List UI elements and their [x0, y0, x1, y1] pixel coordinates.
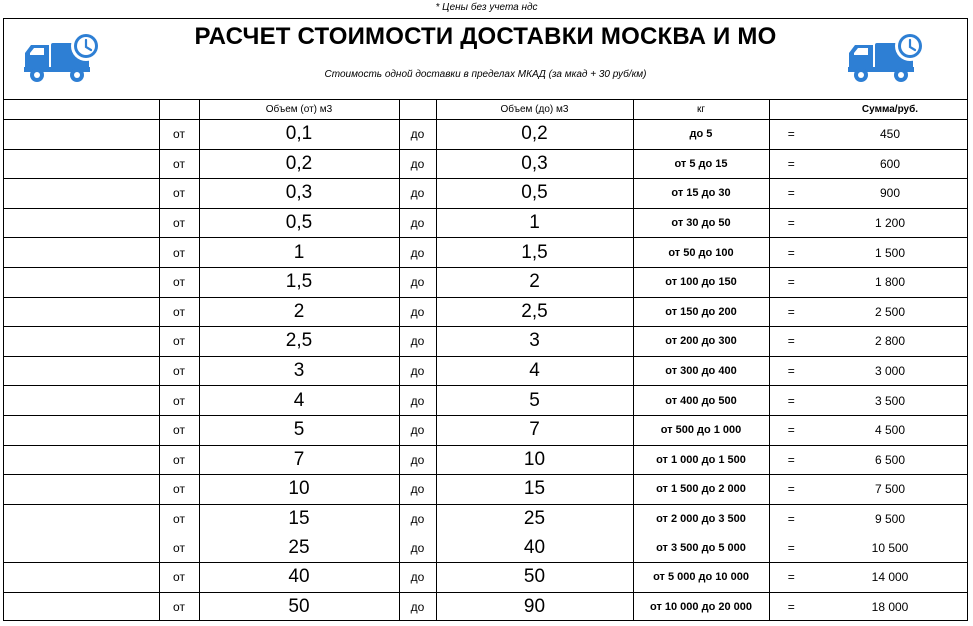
volume-to-value: 4 — [436, 356, 633, 386]
table-row — [4, 592, 967, 621]
volume-from-value: 25 — [199, 533, 399, 562]
price-table-body — [4, 99, 967, 621]
page-subtitle: Стоимость одной доставки в пределах МКАД (за мкад + 30 руб/км) — [324, 69, 647, 80]
volume-to-label: до — [399, 120, 436, 150]
weight-range: от 5 до 15 — [633, 149, 769, 179]
equals-sign: = — [769, 415, 813, 445]
volume-to-label: до — [399, 415, 436, 445]
volume-to-value: 15 — [436, 475, 633, 505]
price-value: 4 500 — [813, 415, 967, 445]
volume-from-label: от — [159, 267, 199, 297]
row-empty-cell — [4, 415, 159, 445]
equals-sign: = — [769, 208, 813, 238]
weight-range: от 400 до 500 — [633, 386, 769, 416]
volume-from-label: от — [159, 415, 199, 445]
header-empty-cell — [4, 99, 159, 120]
price-value: 1 200 — [813, 208, 967, 238]
table-row — [4, 533, 967, 562]
price-value: 18 000 — [813, 592, 967, 621]
table-row — [4, 297, 967, 327]
row-empty-cell — [4, 445, 159, 475]
weight-range: от 3 500 до 5 000 — [633, 533, 769, 562]
header-empty-cell — [159, 99, 199, 120]
equals-sign: = — [769, 356, 813, 386]
equals-sign: = — [769, 475, 813, 505]
price-value: 10 500 — [813, 533, 967, 562]
table-row — [4, 356, 967, 386]
volume-from-label: от — [159, 238, 199, 268]
volume-from-value: 0,5 — [199, 208, 399, 238]
weight-range: от 1 000 до 1 500 — [633, 445, 769, 475]
row-empty-cell — [4, 238, 159, 268]
volume-from-label: от — [159, 475, 199, 505]
weight-range: от 30 до 50 — [633, 208, 769, 238]
row-empty-cell — [4, 475, 159, 505]
volume-to-label: до — [399, 504, 436, 533]
row-empty-cell — [4, 120, 159, 150]
row-empty-cell — [4, 533, 159, 562]
equals-sign: = — [769, 149, 813, 179]
volume-to-label: до — [399, 533, 436, 562]
volume-from-label: от — [159, 386, 199, 416]
table-row — [4, 238, 967, 268]
volume-to-value: 1 — [436, 208, 633, 238]
row-empty-cell — [4, 297, 159, 327]
row-empty-cell — [4, 327, 159, 357]
volume-to-label: до — [399, 297, 436, 327]
table-row — [4, 120, 967, 150]
volume-to-value: 3 — [436, 327, 633, 357]
volume-to-value: 1,5 — [436, 238, 633, 268]
volume-from-label: от — [159, 120, 199, 150]
volume-from-value: 3 — [199, 356, 399, 386]
equals-sign: = — [769, 267, 813, 297]
weight-range: от 500 до 1 000 — [633, 415, 769, 445]
volume-to-label: до — [399, 179, 436, 209]
volume-from-value: 1,5 — [199, 267, 399, 297]
equals-sign: = — [769, 327, 813, 357]
header-empty-cell — [399, 99, 436, 120]
delivery-truck-clock-icon — [845, 29, 933, 85]
volume-from-value: 50 — [199, 592, 399, 621]
header-volume-to: Объем (до) м3 — [436, 99, 633, 120]
equals-sign: = — [769, 238, 813, 268]
price-value: 900 — [813, 179, 967, 209]
weight-range: от 2 000 до 3 500 — [633, 504, 769, 533]
volume-to-label: до — [399, 592, 436, 621]
row-empty-cell — [4, 386, 159, 416]
equals-sign: = — [769, 533, 813, 562]
table-row — [4, 149, 967, 179]
volume-to-label: до — [399, 267, 436, 297]
weight-range: от 50 до 100 — [633, 238, 769, 268]
header-empty-cell — [769, 99, 813, 120]
price-value: 450 — [813, 120, 967, 150]
volume-from-value: 0,1 — [199, 120, 399, 150]
equals-sign: = — [769, 562, 813, 592]
volume-from-value: 15 — [199, 504, 399, 533]
header-volume-from: Объем (от) м3 — [199, 99, 399, 120]
volume-from-label: от — [159, 445, 199, 475]
volume-to-label: до — [399, 475, 436, 505]
volume-from-value: 0,2 — [199, 149, 399, 179]
equals-sign: = — [769, 297, 813, 327]
equals-sign: = — [769, 386, 813, 416]
weight-range: от 150 до 200 — [633, 297, 769, 327]
volume-to-label: до — [399, 445, 436, 475]
header-sum: Сумма/руб. — [813, 99, 967, 120]
table-row — [4, 327, 967, 357]
volume-from-value: 0,3 — [199, 179, 399, 209]
weight-range: от 5 000 до 10 000 — [633, 562, 769, 592]
volume-to-label: до — [399, 149, 436, 179]
price-sheet — [3, 18, 968, 621]
volume-to-value: 90 — [436, 592, 633, 621]
volume-to-value: 0,5 — [436, 179, 633, 209]
price-value: 3 000 — [813, 356, 967, 386]
price-value: 3 500 — [813, 386, 967, 416]
price-value: 9 500 — [813, 504, 967, 533]
volume-to-label: до — [399, 238, 436, 268]
volume-from-value: 5 — [199, 415, 399, 445]
volume-to-value: 10 — [436, 445, 633, 475]
table-row — [4, 475, 967, 505]
table-row — [4, 415, 967, 445]
volume-to-value: 7 — [436, 415, 633, 445]
volume-to-value: 0,2 — [436, 120, 633, 150]
volume-to-value: 2,5 — [436, 297, 633, 327]
price-value: 1 800 — [813, 267, 967, 297]
table-row — [4, 208, 967, 238]
volume-from-label: от — [159, 592, 199, 621]
row-empty-cell — [4, 179, 159, 209]
table-header-row — [4, 99, 967, 120]
weight-range: от 100 до 150 — [633, 267, 769, 297]
table-row — [4, 445, 967, 475]
table-row — [4, 504, 967, 533]
price-value: 1 500 — [813, 238, 967, 268]
volume-to-value: 25 — [436, 504, 633, 533]
volume-from-label: от — [159, 179, 199, 209]
weight-range: от 10 000 до 20 000 — [633, 592, 769, 621]
weight-range: от 1 500 до 2 000 — [633, 475, 769, 505]
weight-range: от 300 до 400 — [633, 356, 769, 386]
volume-from-label: от — [159, 562, 199, 592]
equals-sign: = — [769, 120, 813, 150]
table-row — [4, 386, 967, 416]
volume-from-label: от — [159, 356, 199, 386]
volume-from-value: 1 — [199, 238, 399, 268]
volume-to-value: 5 — [436, 386, 633, 416]
volume-to-value: 2 — [436, 267, 633, 297]
volume-to-value: 40 — [436, 533, 633, 562]
volume-to-label: до — [399, 386, 436, 416]
table-row — [4, 562, 967, 592]
equals-sign: = — [769, 592, 813, 621]
volume-to-value: 50 — [436, 562, 633, 592]
row-empty-cell — [4, 562, 159, 592]
table-row — [4, 267, 967, 297]
price-value: 600 — [813, 149, 967, 179]
volume-to-label: до — [399, 208, 436, 238]
volume-from-label: от — [159, 149, 199, 179]
weight-range: от 200 до 300 — [633, 327, 769, 357]
volume-from-label: от — [159, 208, 199, 238]
volume-to-value: 0,3 — [436, 149, 633, 179]
row-empty-cell — [4, 208, 159, 238]
equals-sign: = — [769, 445, 813, 475]
volume-from-label: от — [159, 327, 199, 357]
table-row — [4, 179, 967, 209]
weight-range: до 5 — [633, 120, 769, 150]
price-value: 14 000 — [813, 562, 967, 592]
weight-range: от 15 до 30 — [633, 179, 769, 209]
header-kg: кг — [633, 99, 769, 120]
page-title: РАСЧЕТ СТОИМОСТИ ДОСТАВКИ МОСКВА И МО — [194, 23, 777, 50]
equals-sign: = — [769, 504, 813, 533]
volume-from-value: 2 — [199, 297, 399, 327]
row-empty-cell — [4, 149, 159, 179]
volume-from-value: 10 — [199, 475, 399, 505]
row-empty-cell — [4, 267, 159, 297]
row-empty-cell — [4, 592, 159, 621]
price-table — [4, 99, 967, 621]
sheet-header — [4, 19, 967, 100]
volume-from-value: 4 — [199, 386, 399, 416]
volume-from-label: от — [159, 297, 199, 327]
volume-from-value: 40 — [199, 562, 399, 592]
price-value: 2 800 — [813, 327, 967, 357]
price-value: 7 500 — [813, 475, 967, 505]
volume-from-label: от — [159, 533, 199, 562]
price-value: 6 500 — [813, 445, 967, 475]
volume-to-label: до — [399, 562, 436, 592]
equals-sign: = — [769, 179, 813, 209]
volume-from-label: от — [159, 504, 199, 533]
row-empty-cell — [4, 356, 159, 386]
volume-to-label: до — [399, 327, 436, 357]
volume-to-label: до — [399, 356, 436, 386]
vat-note: * Цены без учета ндс — [435, 2, 538, 13]
price-value: 2 500 — [813, 297, 967, 327]
row-empty-cell — [4, 504, 159, 533]
volume-from-value: 7 — [199, 445, 399, 475]
volume-from-value: 2,5 — [199, 327, 399, 357]
